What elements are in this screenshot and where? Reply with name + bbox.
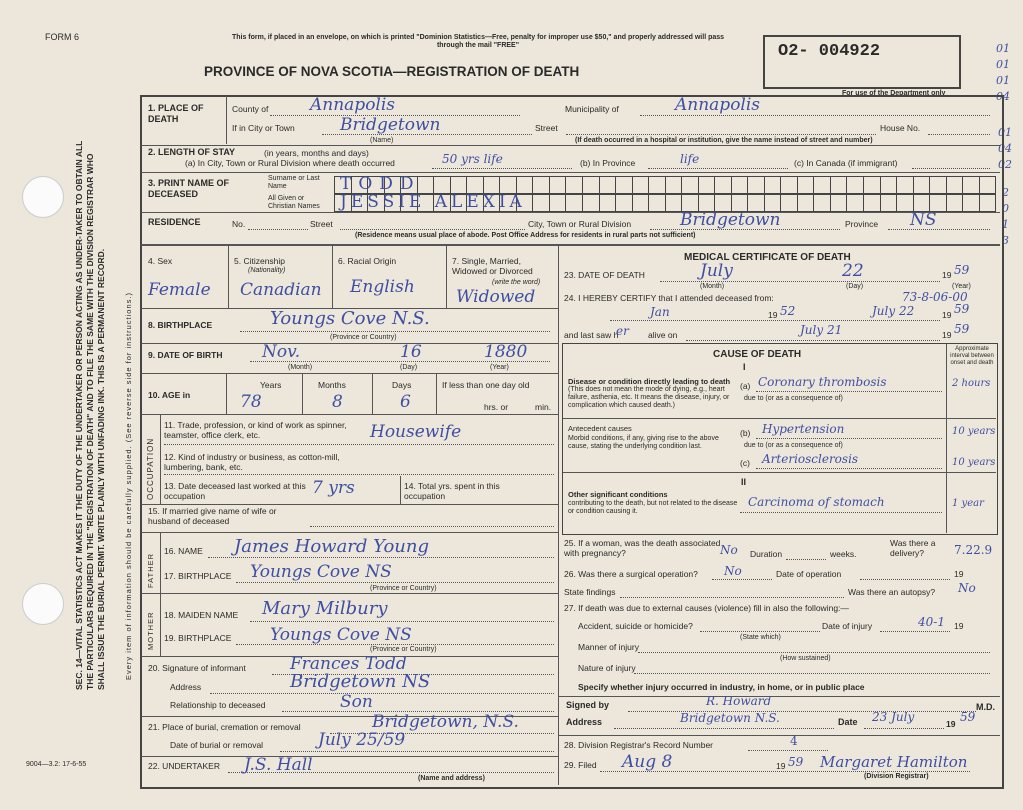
age-label: 10. AGE in — [148, 390, 191, 400]
signer-address-value: Bridgetown N.S. — [680, 711, 780, 725]
death-year-note: (Year) — [952, 283, 971, 290]
page-title: PROVINCE OF NOVA SCOTIA—REGISTRATION OF DEATH — [204, 64, 580, 79]
birthplace-note: (Province or Country) — [330, 334, 397, 341]
industry-label: 12. Kind of industry or business, as cotton-mill, lumbering, bank, etc. — [164, 452, 340, 472]
column-divider — [558, 245, 559, 785]
cause-of-death-title: CAUSE OF DEATH — [713, 349, 802, 360]
divider — [160, 533, 161, 593]
rule — [648, 168, 788, 169]
divider — [400, 476, 401, 504]
death-day-note: (Day) — [846, 283, 864, 290]
rule — [620, 597, 844, 598]
mother-name-label: 18. MAIDEN NAME — [164, 610, 239, 620]
father-birthplace-note: (Province or Country) — [370, 585, 437, 592]
undertaker-value: J.S. Hall — [244, 755, 313, 775]
interval-b-value: 10 years — [952, 426, 996, 437]
rule — [700, 631, 820, 632]
rule — [756, 438, 942, 439]
last-alive-prefix: 19 — [942, 330, 952, 340]
mother-birthplace-label: 19. BIRTHPLACE — [164, 633, 232, 643]
age-months-value: 8 — [332, 392, 343, 412]
attend-from-value: Jan — [650, 305, 670, 319]
street-label: Street — [535, 123, 558, 133]
last-alive-year: 59 — [954, 322, 970, 336]
last-worked-value: 7 yrs — [312, 478, 355, 498]
residence-label: RESIDENCE — [148, 217, 201, 227]
rule — [756, 391, 942, 392]
dob-year-value: 1880 — [484, 342, 528, 362]
rule — [236, 582, 554, 583]
given-names-value: JESSIE ALEXIA — [340, 192, 526, 212]
cause-part-two: II — [741, 477, 747, 487]
attend-to-prefix: 19 — [942, 310, 952, 320]
citizenship-value: Canadian — [240, 280, 322, 300]
hrs-label: hrs. or — [484, 402, 509, 412]
sex-label: 4. Sex — [148, 256, 173, 266]
due-to-b: due to (or as a consequence of) — [744, 442, 843, 449]
how-sustained-note: (How sustained) — [780, 655, 831, 662]
divider — [436, 374, 437, 414]
duration-label: Duration — [750, 549, 783, 559]
last-saw-label: and last saw h — [564, 330, 619, 340]
margin-code: 02 — [998, 158, 1012, 171]
citizenship-note: (Nationality) — [248, 267, 286, 274]
dob-year-note: (Year) — [490, 364, 509, 371]
filed-year-value: 59 — [788, 755, 804, 769]
rule — [888, 229, 990, 230]
father-name-label: 16. NAME — [164, 546, 203, 556]
signer-year-prefix: 19 — [946, 719, 956, 729]
divider — [563, 472, 996, 473]
rule — [280, 751, 554, 752]
divider — [141, 373, 558, 374]
divider — [141, 145, 1000, 146]
side-note: Every item of information should be carefully supplied. (See reverse side for instructions.) — [124, 292, 133, 680]
pregnancy-label: 25. If a woman, was the death associated with pregnancy? — [564, 538, 721, 558]
dob-label: 9. DATE OF BIRTH — [148, 350, 223, 360]
sex-value: Female — [148, 280, 211, 300]
other-conditions-label: Other significant conditions — [568, 490, 668, 499]
father-birthplace-label: 17. BIRTHPLACE — [164, 571, 232, 581]
signer-year-value: 59 — [960, 710, 976, 724]
accident-label: Accident, suicide or homicide? — [578, 621, 693, 631]
cause-b-marker: (b) — [740, 428, 751, 438]
city-label: If in City or Town — [232, 123, 295, 133]
signer-date-label: Date — [838, 717, 858, 727]
rule — [640, 115, 990, 116]
death-year-prefix: 19 — [942, 270, 952, 280]
total-years-label: 14. Total yrs. spent in this occupation — [404, 481, 500, 501]
residence-no-label: No. — [232, 219, 246, 229]
rule — [880, 631, 950, 632]
margin-code: 04 — [996, 90, 1010, 103]
divider — [141, 504, 558, 505]
antecedent-label: Antecedent causes — [568, 424, 632, 433]
father-birthplace-value: Youngs Cove NS — [250, 562, 392, 582]
filed-label: 29. Filed — [564, 760, 597, 770]
dob-month-value: Nov. — [262, 342, 301, 362]
trade-label: 11. Trade, profession, or kind of work as spinner, teamster, office clerk, etc. — [164, 420, 347, 440]
attend-to-year: 59 — [954, 302, 970, 316]
margin-code: 04 — [998, 142, 1012, 155]
signed-by-label: Signed by — [566, 700, 610, 710]
name-note: (Name) — [370, 137, 394, 144]
given-names-label: All Given or Christian Names — [268, 195, 320, 210]
filed-year-prefix: 19 — [776, 761, 786, 771]
cause-a-marker: (a) — [740, 381, 751, 391]
municipality-value: Annapolis — [675, 95, 761, 115]
direct-cause-note: (This does not mean the mode of dying, e.g., heart failure, asthenia, etc. It means the disease, injury, or complication which caused death.) — [568, 386, 730, 409]
attend-from-prefix: 19 — [768, 310, 778, 320]
marital-value: Widowed — [456, 287, 536, 307]
city-value: Bridgetown — [340, 115, 441, 135]
cause-part-one: I — [743, 362, 746, 372]
marital-note: (write the word) — [492, 279, 541, 286]
interval-header: Approximate interval between onset and death — [950, 346, 994, 366]
delivery-value: 7.22.9 — [954, 543, 993, 557]
delivery-label: Was there a delivery? — [890, 538, 936, 558]
relationship-label: Relationship to deceased — [170, 700, 266, 710]
stay-canada-label: (c) In Canada (if immigrant) — [794, 158, 898, 168]
interval-other-value: 1 year — [952, 498, 984, 509]
rule — [614, 728, 834, 729]
mother-birthplace-value: Youngs Cove NS — [270, 625, 412, 645]
county-value: Annapolis — [310, 95, 396, 115]
margin-code: 1 — [1002, 218, 1009, 231]
divider — [563, 418, 996, 419]
manner-label: Manner of injury — [578, 642, 639, 652]
undertaker-note: (Name and address) — [418, 775, 485, 782]
other-conditions-note: contributing to the death, but not related to the disease or condition causing it. — [568, 500, 738, 515]
birthplace-value: Youngs Cove N.S. — [270, 308, 430, 329]
death-month-value: July — [700, 261, 733, 281]
cause-b-value: Hypertension — [762, 422, 845, 436]
pregnancy-value: No — [720, 543, 738, 557]
nature-label: Nature of injury — [578, 663, 636, 673]
cause-a-value: Coronary thrombosis — [758, 375, 887, 389]
certify-label: 24. I HEREBY CERTIFY that I attended deceased from: — [564, 293, 774, 303]
divider — [559, 735, 1000, 736]
registrar-value: Margaret Hamilton — [820, 753, 968, 771]
state-which-note: (State which) — [740, 634, 781, 641]
attend-from-year: 52 — [780, 304, 796, 318]
signer-address-label: Address — [566, 717, 603, 727]
divider — [141, 756, 558, 757]
informant-address-value: Bridgetown NS — [290, 671, 431, 692]
rule — [864, 728, 944, 729]
date-injury-label: Date of injury — [822, 621, 873, 631]
interval-c-value: 10 years — [952, 457, 996, 468]
rule — [340, 229, 525, 230]
divider — [141, 532, 558, 533]
certify-code: 73-8-06-00 — [902, 290, 968, 304]
surgical-value: No — [724, 564, 742, 578]
rule — [208, 557, 554, 558]
due-to-a: due to (or as a consequence of) — [744, 395, 843, 402]
institution-note: (If death occurred in a hospital or institution, give the name instead of street and number) — [575, 137, 873, 144]
informant-value: Frances Todd — [290, 654, 407, 674]
county-label: County of — [232, 104, 269, 114]
spouse-label: 15. If married give name of wife or husband of deceased — [148, 506, 277, 526]
surname-label: Surname or Last Name — [268, 175, 320, 190]
cause-c-marker: (c) — [740, 458, 750, 468]
rule — [310, 526, 554, 527]
age-years-value: 78 — [240, 392, 262, 412]
punch-hole-top — [22, 176, 64, 218]
direct-cause-label: Disease or condition directly leading to death — [568, 377, 731, 386]
divider — [302, 374, 303, 414]
rule — [912, 168, 990, 169]
divider — [226, 374, 227, 414]
section-print-name: 3. PRINT NAME OF DECEASED — [148, 178, 230, 199]
external-causes-label: 27. If death was due to external causes (violence) fill in also the following:— — [564, 603, 849, 613]
rule — [740, 512, 942, 513]
dept-use-note: For use of the Department only — [842, 90, 946, 97]
operation-year-prefix: 19 — [954, 569, 964, 579]
less-than-day-label: If less than one day old — [442, 380, 530, 390]
injury-code: 40-1 — [918, 615, 945, 629]
rule — [660, 281, 940, 282]
stay-province-value: life — [680, 152, 700, 166]
relationship-value: Son — [340, 692, 373, 712]
death-month-note: (Month) — [700, 283, 725, 290]
rule — [250, 621, 554, 622]
section-length-of-stay: 2. LENGTH OF STAY — [148, 147, 236, 157]
divider — [226, 96, 227, 144]
citizenship-label: 5. Citizenship — [234, 256, 286, 266]
informant-address-label: Address — [170, 682, 202, 692]
side-instructions: SEC. 14—VITAL STATISTICS ACT MAKES IT THE DUTY OF THE UNDERTAKER OR PERSON ACTING AS UNDER-TAKER TO OBTAIN ALL THE PARTICULARS REQUIRED IN THE "REGISTRATION OF DEATH" AND TO FILE THE SAME WITH THE DIVISION REGISTRAR WHO SHALL ISSUE THE BURIAL PERMIT. WRITE PLAINLY WITH UNFADING INK. THIS IS A PERMANENT RECORD. — [74, 140, 106, 690]
section-place-of-death: 1. PLACE OF DEATH — [148, 103, 204, 124]
cause-c-value: Arteriosclerosis — [762, 452, 859, 466]
margin-code: 01 — [996, 58, 1010, 71]
house-label: House No. — [880, 123, 921, 133]
residence-street-label: Street — [310, 219, 333, 229]
divider — [372, 374, 373, 414]
autopsy-value: No — [958, 581, 976, 595]
signer-date-value: 23 July — [872, 710, 915, 724]
rule — [610, 320, 940, 321]
injury-year-prefix: 19 — [954, 621, 964, 631]
informant-label: 20. Signature of informant — [148, 663, 246, 673]
marital-label: 7. Single, Married, Widowed or Divorced — [452, 256, 533, 276]
mother-label: MOTHER — [146, 611, 155, 650]
undertaker-label: 22. UNDERTAKER — [148, 761, 220, 771]
divider — [160, 594, 161, 656]
age-days-label: Days — [392, 380, 412, 390]
alive-on-label: alive on — [648, 330, 678, 340]
specify-label: Specify whether injury occurred in industry, in home, or in public place — [578, 682, 865, 692]
rule — [210, 693, 554, 694]
stay-city-label: (a) In City, Town or Rural Division where death occurred — [185, 158, 395, 168]
residence-city-value: Bridgetown — [680, 210, 781, 230]
rule — [240, 331, 550, 332]
burial-date-label: Date of burial or removal — [170, 740, 264, 750]
interval-a-value: 2 hours — [952, 378, 991, 389]
length-of-stay-units: (in years, months and days) — [264, 148, 369, 158]
rule — [248, 229, 308, 230]
last-saw-suffix: er — [616, 324, 629, 338]
record-number-value: 4 — [790, 734, 798, 748]
rule — [860, 579, 950, 580]
municipality-label: Municipality of — [565, 104, 619, 114]
dob-month-note: (Month) — [288, 364, 313, 371]
form-code: 9004—3.2: 17-6-55 — [26, 761, 87, 768]
rule — [748, 750, 828, 751]
attend-to-value: July 22 — [872, 304, 915, 318]
surgical-label: 26. Was there a surgical operation? — [564, 569, 698, 579]
occupation-label: OCCUPATION — [146, 437, 155, 500]
rule — [712, 579, 772, 580]
rule — [638, 652, 990, 653]
last-alive-value: July 21 — [800, 323, 843, 337]
min-label: min. — [535, 402, 552, 412]
autopsy-label: Was there an autopsy? — [848, 587, 936, 597]
rule — [634, 673, 990, 674]
divider — [141, 414, 558, 415]
father-label: FATHER — [146, 552, 155, 588]
filed-value: Aug 8 — [622, 752, 673, 772]
stay-city-value: 50 yrs life — [442, 152, 503, 166]
death-day-value: 22 — [842, 261, 864, 281]
residence-note: (Residence means usual place of abode. Post Office Address for residents in rural parts not sufficient) — [355, 232, 696, 239]
form-number: FORM 6 — [45, 32, 80, 42]
residence-province-label: Province — [845, 219, 879, 229]
registration-number: O2- 004922 — [778, 42, 881, 61]
divider — [446, 246, 447, 308]
divider — [141, 172, 1000, 173]
age-months-label: Months — [318, 380, 346, 390]
burial-place-label: 21. Place of burial, cremation or removal — [148, 722, 301, 732]
date-operation-label: Date of operation — [776, 569, 842, 579]
divider — [141, 593, 558, 594]
divider — [141, 212, 1000, 213]
divider — [141, 244, 1000, 246]
rule — [756, 468, 942, 469]
divider — [946, 344, 947, 533]
burial-date-value: July 25/59 — [318, 730, 406, 750]
margin-code: 01 — [996, 74, 1010, 87]
findings-label: State findings — [564, 587, 616, 597]
margin-code: 01 — [996, 42, 1010, 55]
division-registrar-note: (Division Registrar) — [864, 773, 929, 780]
margin-code: 0 — [1002, 202, 1009, 215]
surname-value: TODD — [340, 174, 421, 194]
md-label: M.D. — [976, 702, 995, 712]
medical-certificate-title: MEDICAL CERTIFICATE OF DEATH — [684, 252, 851, 263]
punch-hole-bottom — [22, 583, 64, 625]
antecedent-note: Morbid conditions, if any, giving rise to the above cause, stating the underlying condition last. — [568, 435, 719, 450]
margin-code: 2 — [1002, 186, 1009, 199]
mother-name-value: Mary Milbury — [262, 598, 388, 619]
rule — [164, 444, 554, 445]
rule — [686, 340, 940, 341]
age-days-value: 6 — [400, 392, 411, 412]
rule — [164, 474, 554, 475]
divider — [228, 246, 229, 308]
death-year-value: 59 — [954, 263, 970, 277]
other-conditions-value: Carcinoma of stomach — [748, 495, 885, 509]
record-number-label: 28. Division Registrar's Record Number — [564, 740, 714, 750]
weeks-label: weeks. — [830, 549, 857, 559]
margin-code: 01 — [998, 126, 1012, 139]
divider — [332, 246, 333, 308]
rule — [432, 168, 572, 169]
rule — [786, 559, 826, 560]
birthplace-label: 8. BIRTHPLACE — [148, 320, 213, 330]
trade-value: Housewife — [370, 422, 462, 442]
residence-city-label: City, Town or Rural Division — [528, 219, 632, 229]
residence-province-value: NS — [910, 210, 937, 230]
rule — [566, 134, 876, 135]
mother-birthplace-note: (Province or Country) — [370, 646, 437, 653]
stay-province-label: (b) In Province — [580, 158, 636, 168]
burial-place-value: Bridgetown, N.S. — [372, 712, 519, 732]
dob-day-value: 16 — [400, 342, 422, 362]
margin-code: 3 — [1002, 234, 1009, 247]
age-years-label: Years — [260, 380, 282, 390]
divider — [559, 696, 1000, 697]
divider — [160, 415, 161, 504]
racial-origin-label: 6. Racial Origin — [338, 256, 397, 266]
dob-day-note: (Day) — [400, 364, 418, 371]
header-note: This form, if placed in an envelope, on which is printed "Dominion Statistics—Free, penalty for improper use $50," and properly addressed will pass through the mail "FREE" — [231, 34, 725, 49]
rule — [928, 134, 990, 135]
last-worked-label: 13. Date deceased last worked at this occupation — [164, 481, 306, 501]
racial-origin-value: English — [350, 277, 415, 297]
date-of-death-label: 23. DATE OF DEATH — [564, 270, 645, 280]
signed-by-value: R. Howard — [706, 694, 772, 708]
father-name-value: James Howard Young — [234, 536, 430, 557]
